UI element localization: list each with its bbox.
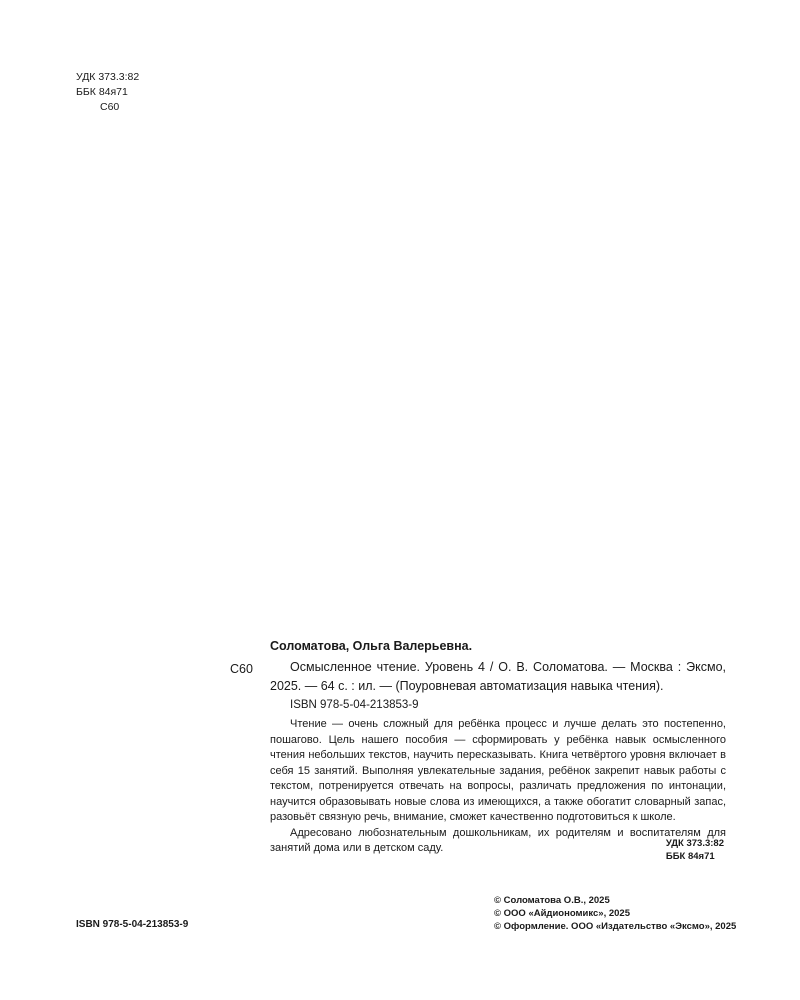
- bibliographic-description: [270, 658, 726, 696]
- author-mark: С60: [100, 101, 120, 113]
- author-name: Соломатова, Ольга Валерьевна.: [270, 639, 473, 653]
- annotation-paragraph-2: Адресовано любознательным дошкольникам, их родителям и воспитателям для занятий дома или в детском саду.: [270, 826, 726, 854]
- copyright-block: [494, 894, 736, 933]
- bbk-code: ББК 84я71: [76, 86, 128, 98]
- card-isbn: ISBN 978-5-04-213853-9: [290, 699, 419, 711]
- card-udk-code: УДК 373.3:82: [665, 838, 724, 849]
- udk-code: УДК 373.3:82: [76, 71, 140, 83]
- card-author-mark: С60: [230, 662, 253, 676]
- description-line-2: 2025. — 64 с. : ил. — (Поуровневая автоматизация навыка чтения).: [270, 679, 664, 693]
- copyright-author: © Соломатова О.В., 2025: [494, 895, 610, 906]
- annotation-paragraph-1: Чтение — очень сложный для ребёнка процесс и лучше делать это постепенно, пошагово. Цель нашего пособия — сформировать у ребёнка навык осмысленного чтения небольших текстов, научить пересказывать. Книга четвёртого уровня включает в себя 15 занятий. Выполняя увлекательные задания, ребёнок закрепит навык работы с текстом, потренируется отвечать на вопросы, различать предложения по интонации, научится образовывать новые слова из имеющихся, а также обогатит словарный запас, разовьёт связную речь, внимание, сможет качественно подготовиться к школе.: [270, 718, 726, 823]
- description-line-1: Осмысленное чтение. Уровень 4 / О. В. Соломатова. — Москва : Эксмо,: [290, 660, 726, 674]
- isbn-bottom: ISBN 978-5-04-213853-9: [76, 919, 189, 930]
- copyright-aidionomix: © ООО «Айдиономикс», 2025: [494, 908, 630, 919]
- copyright-eksmo: © Оформление. ООО «Издательство «Эксмо», 2025: [494, 921, 737, 932]
- card-bbk-code: ББК 84я71: [665, 851, 715, 862]
- annotation: [270, 717, 726, 857]
- card-classification-codes: [666, 837, 724, 863]
- classification-codes: [76, 70, 139, 115]
